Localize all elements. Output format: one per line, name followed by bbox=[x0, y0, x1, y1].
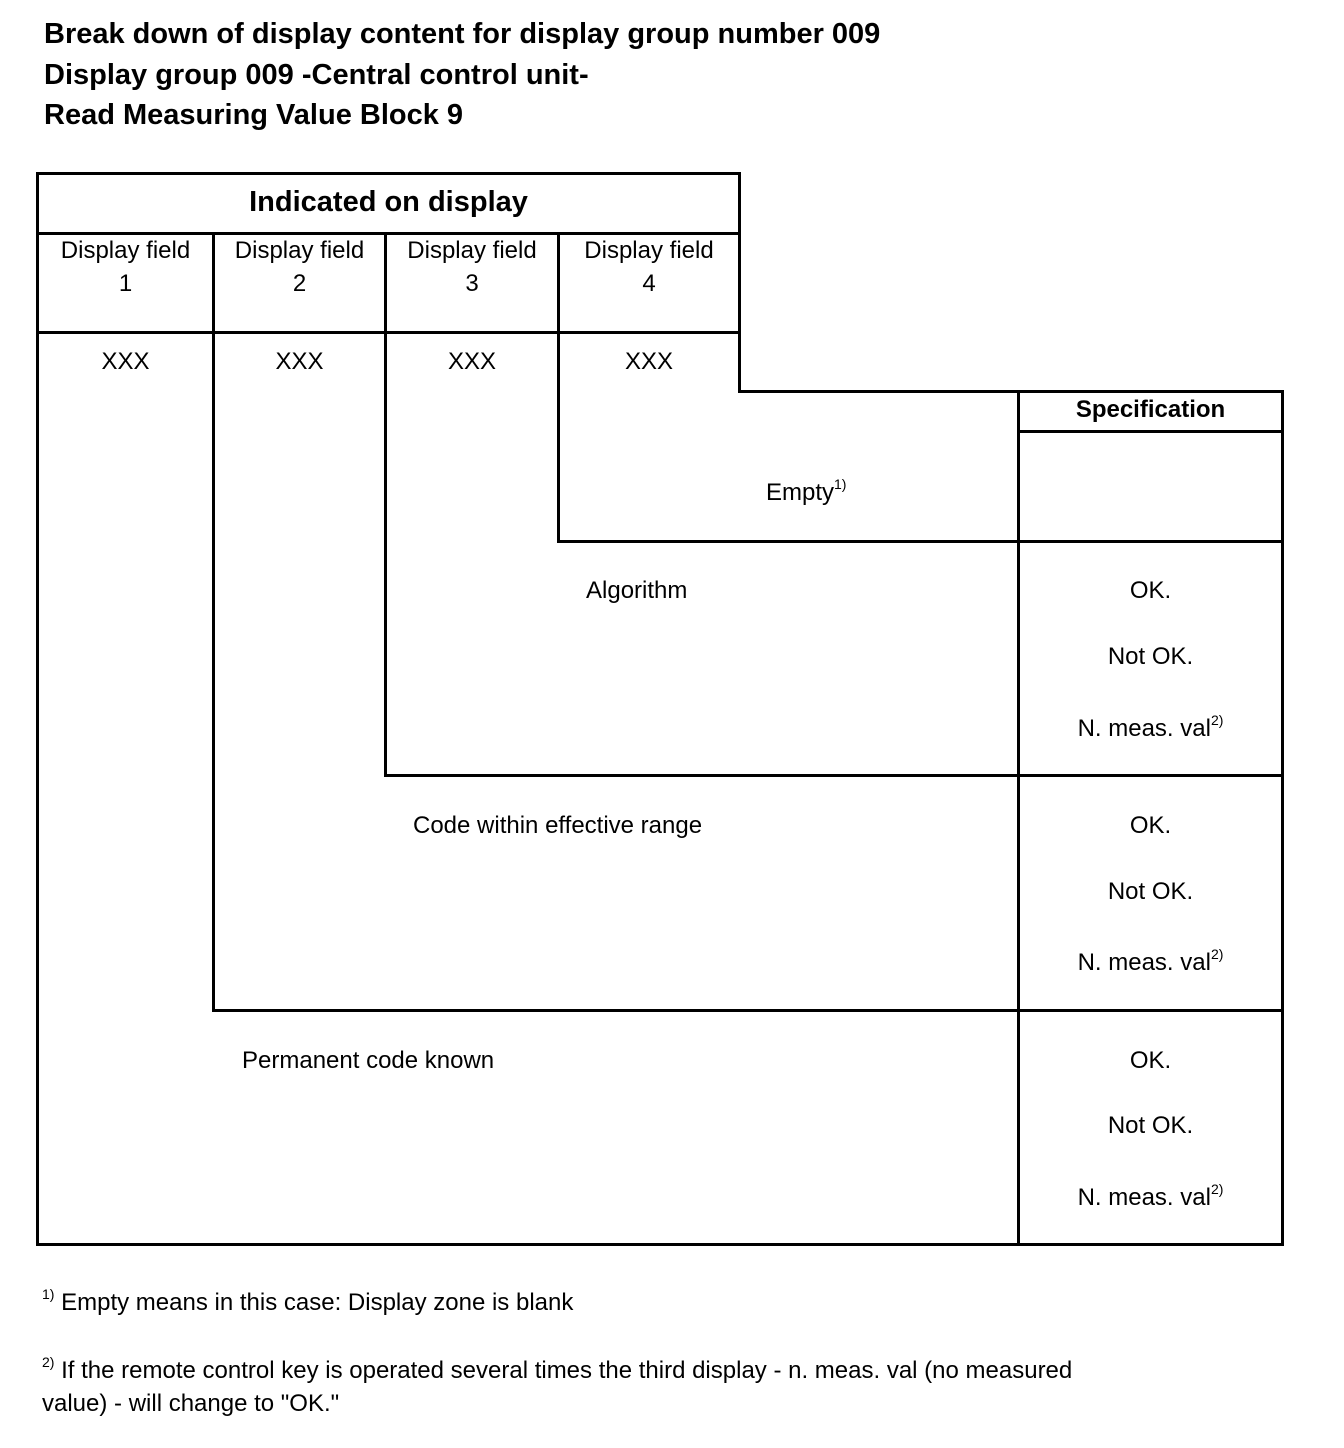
block-title: Read Measuring Value Block 9 bbox=[44, 99, 464, 131]
spec-ok: OK. bbox=[1129, 1047, 1172, 1074]
display-field-label: Display field bbox=[407, 237, 537, 264]
display-field-4-header bbox=[560, 234, 738, 300]
footnote-2-line-2: value) - will change to "OK." bbox=[42, 1390, 340, 1417]
spec-ok: OK. bbox=[1129, 812, 1172, 839]
footnote-ref-2: 2) bbox=[1210, 946, 1224, 962]
display-group-title: Display group 009 -Central control unit- bbox=[44, 59, 589, 91]
spec-ok: OK. bbox=[1129, 577, 1172, 604]
display-field-number: 2 bbox=[292, 270, 307, 297]
document-title: Break down of display content for display group number 009 bbox=[44, 18, 881, 50]
spec-not-ok: Not OK. bbox=[1107, 643, 1194, 670]
footnote-2 bbox=[42, 1354, 1302, 1420]
footnote-2-line-1: $^{2)}$ If the remote control key is operated several times the third display - n. meas. val (no measured bbox=[42, 1354, 1073, 1384]
footnote-mark: 2) bbox=[42, 1354, 55, 1370]
spec-not-ok: Not OK. bbox=[1107, 1112, 1194, 1139]
row-permanent-code-label: Permanent code known bbox=[242, 1047, 495, 1074]
footnote-mark: 1) bbox=[42, 1286, 55, 1302]
display-field-4-value: XXX bbox=[624, 348, 674, 375]
spec-no-measured-value: N. meas. val$^{2)}$ bbox=[1077, 712, 1224, 742]
row-algorithm-label: Algorithm bbox=[586, 577, 688, 604]
display-field-number: 1 bbox=[118, 270, 133, 297]
display-field-3-header bbox=[387, 234, 557, 300]
row-empty-label: Empty$^{1)}$ bbox=[766, 476, 847, 506]
display-field-2-value: XXX bbox=[275, 348, 324, 375]
display-field-3-value: XXX bbox=[447, 348, 497, 375]
display-field-label: Display field bbox=[234, 237, 365, 264]
display-field-number: 4 bbox=[642, 270, 656, 297]
display-field-label: Display field bbox=[584, 237, 714, 264]
spec-not-ok: Not OK. bbox=[1107, 878, 1194, 905]
footnote-1: $^{1)}$ Empty means in this case: Display zone is blank bbox=[42, 1286, 574, 1316]
display-field-1-value: XXX bbox=[101, 348, 150, 375]
spec-no-measured-value: N. meas. val$^{2)}$ bbox=[1077, 1181, 1224, 1211]
display-field-2-header bbox=[215, 234, 384, 300]
footnote-ref-2: 2) bbox=[1210, 1181, 1224, 1197]
display-field-label: Display field bbox=[60, 237, 191, 264]
spec-no-measured-value: N. meas. val$^{2)}$ bbox=[1077, 946, 1224, 976]
display-field-number: 3 bbox=[465, 270, 479, 297]
specification-header: Specification bbox=[1075, 396, 1226, 423]
footnote-ref-2: 2) bbox=[1210, 712, 1224, 728]
row-code-range-label: Code within effective range bbox=[413, 812, 703, 839]
footnote-ref-1: 1) bbox=[834, 476, 847, 492]
indicated-on-display-header: Indicated on display bbox=[249, 186, 528, 218]
display-field-1-header bbox=[39, 234, 212, 300]
